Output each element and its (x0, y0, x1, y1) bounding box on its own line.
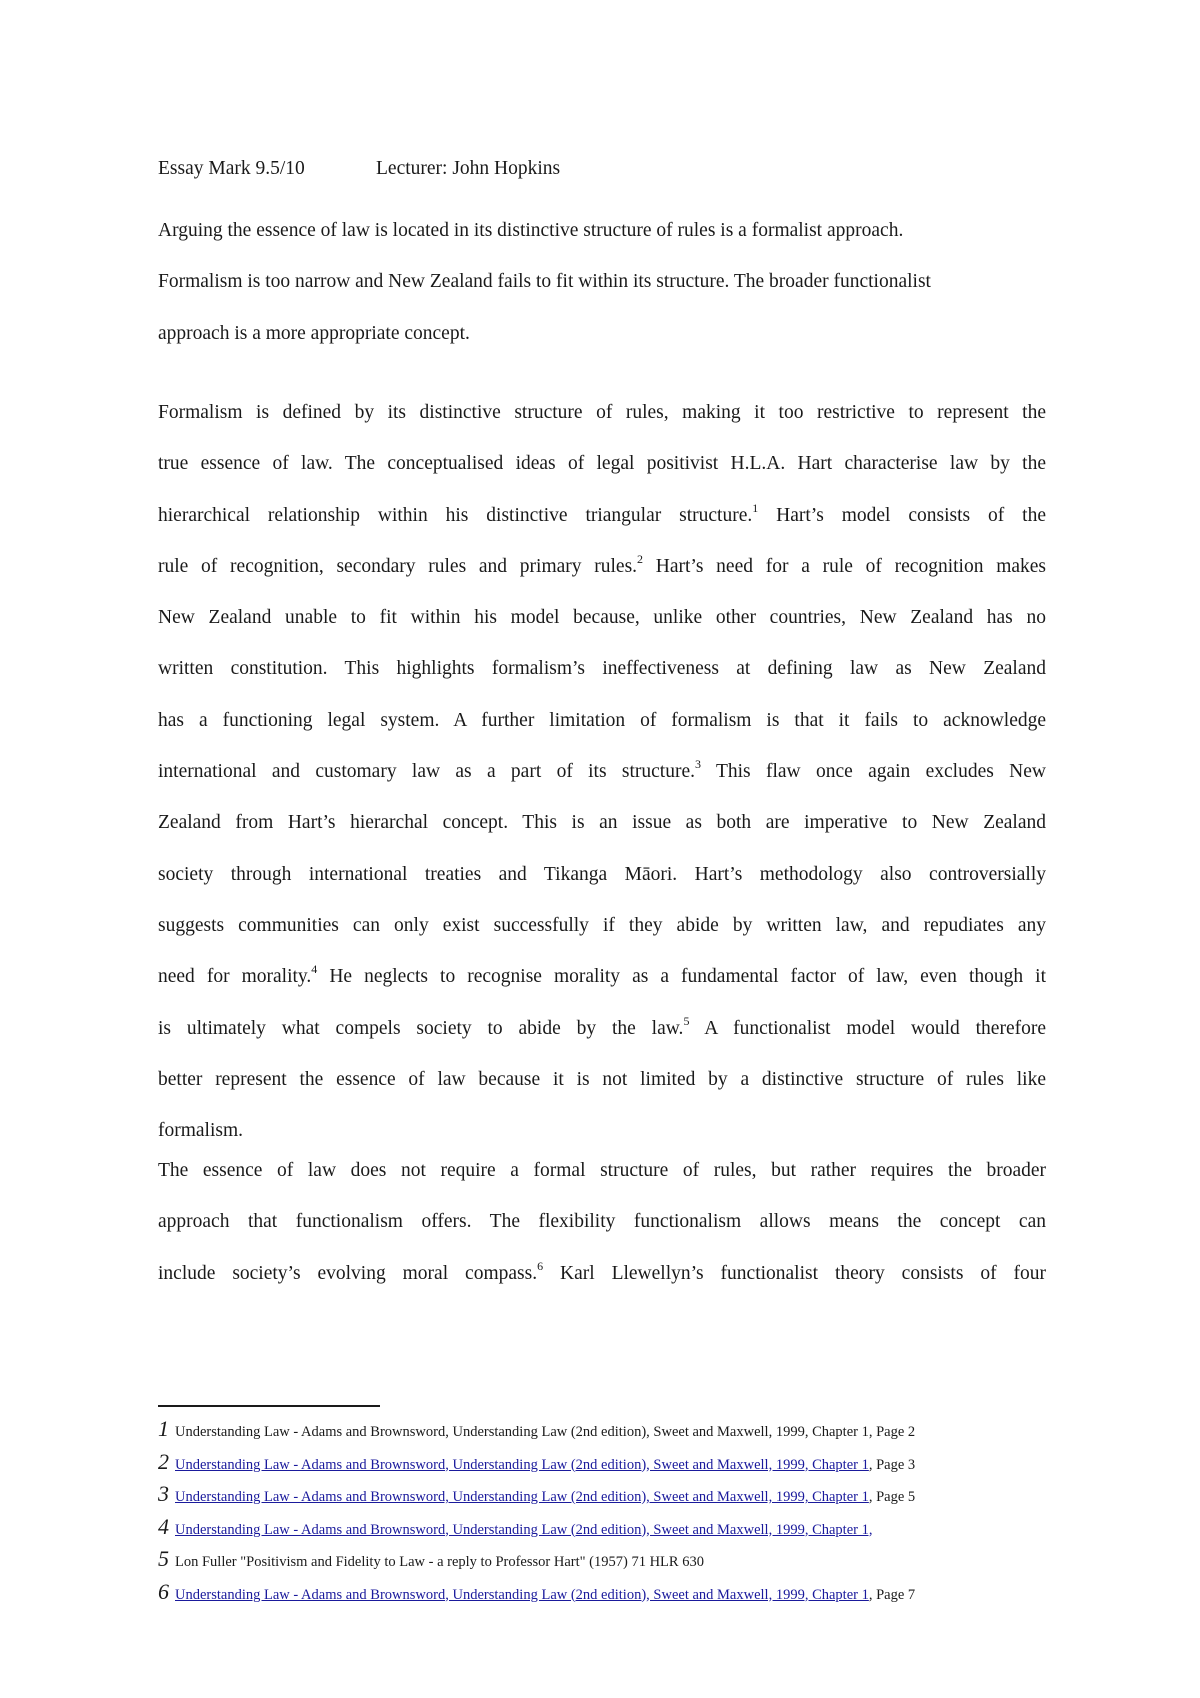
footnote-ref[interactable]: 4 (311, 962, 318, 977)
footnote-number: 3 (158, 1481, 169, 1506)
footnote-page: , Page 3 (868, 1456, 916, 1473)
line-text-continued: Hart’s need for a rule of recognition makes (643, 555, 1047, 577)
footnote-number: 1 (158, 1416, 169, 1441)
footnote-link[interactable]: Understanding Law - Adams and Brownsword, Understanding Law (2nd edition), Sweet and Maxwell, 1999, Chapter 1, (175, 1521, 873, 1538)
paragraph-line (158, 452, 1046, 503)
footnote-number: 4 (158, 1513, 169, 1539)
lecturer-name: Lecturer: John Hopkins (376, 158, 561, 179)
body-paragraph-2 (158, 1159, 1046, 1313)
footnote-ref[interactable]: 6 (537, 1258, 544, 1273)
footnote-item (158, 1448, 1058, 1484)
footnote-page: , Page 7 (868, 1586, 916, 1603)
line-text: better represent the essence of law because it is not limited by a distinctive structure of rules like (158, 1068, 1046, 1090)
paragraph-line (158, 962, 1046, 1016)
footnote-item (158, 1418, 1058, 1451)
footnote-page: , Page 5 (868, 1489, 916, 1505)
footnote-item (158, 1578, 1058, 1614)
line-text-continued: A functionalist model would therefore (689, 1017, 1047, 1039)
essay-mark: Essay Mark 9.5/10 (158, 158, 305, 179)
line-text-continued: Karl Llewellyn’s functionalist theory consists of four (543, 1262, 1047, 1284)
line-text: Formalism is defined by its distinctive structure of rules, making it too restrictive to represent the (158, 402, 1046, 423)
paragraph-line (158, 401, 1046, 452)
line-text: approach that functionalism offers. The flexibility functionalism allows means the concept can (158, 1211, 1046, 1233)
line-text-continued: This flaw once again excludes New (701, 761, 1046, 783)
line-text: need for morality. (158, 966, 312, 988)
paragraph-line (158, 1210, 1046, 1261)
line-text: written constitution. This highlights formalism’s ineffectiveness at defining law as New Zealand (158, 658, 1046, 680)
line-text: The essence of law does not require a formal structure of rules, but rather requires the broader (158, 1160, 1046, 1181)
footnote-text: Lon Fuller "Positivism and Fidelity to Law - a reply to Professor Hart" (1957) 71 HLR 630 (175, 1554, 704, 1570)
footnote-link[interactable]: Understanding Law - Adams and Brownsword, Understanding Law (2nd edition), Sweet and Maxwell, 1999, Chapter 1 (175, 1586, 869, 1603)
footnote-link[interactable]: Understanding Law - Adams and Brownsword, Understanding Law (2nd edition), Sweet and Maxwell, 1999, Chapter 1 (175, 1456, 869, 1473)
paragraph-line (158, 500, 1046, 555)
footnote-ref[interactable]: 1 (752, 500, 759, 515)
footnote-text: Understanding Law - Adams and Brownsword, Understanding Law (2nd edition), Sweet and Maxwell, 1999, Chapter 1, Page 2 (175, 1424, 916, 1440)
paragraph-line (158, 757, 1046, 811)
line-text: has a functioning legal system. A further limitation of formalism is that it fails to acknowledge (158, 709, 1046, 731)
line-text-continued: Hart’s model consists of the (758, 504, 1046, 526)
footnotes (158, 1418, 1058, 1613)
paragraph-line (158, 606, 1046, 657)
footnote-ref[interactable]: 3 (695, 757, 701, 772)
line-text-continued: He neglects to recognise morality as a fundamental factor of law, even though it (317, 966, 1046, 988)
essay-header (158, 158, 561, 180)
paragraph-line (158, 811, 1046, 862)
footnote-separator (158, 1405, 380, 1407)
paragraph-line (158, 1258, 1047, 1313)
footnote-number: 6 (158, 1578, 169, 1604)
line-text: include society’s evolving moral compass. (158, 1262, 538, 1284)
intro-line: Arguing the essence of law is located in its distinctive structure of rules is a formalist approach. (158, 220, 904, 241)
line-text: formalism. (158, 1120, 244, 1142)
intro-line: approach is a more appropriate concept. (158, 322, 470, 344)
line-text: suggests communities can only exist successfully if they abide by written law, and repudiates any (158, 914, 1046, 936)
line-text: New Zealand unable to fit within his model because, unlike other countries, New Zealand has no (158, 607, 1046, 629)
line-text: true essence of law. The conceptualised ideas of legal positivist H.L.A. Hart characterise law by the (158, 453, 1046, 475)
line-text: society through international treaties and Tikanga Māori. Hart’s methodology also controversially (158, 863, 1046, 885)
paragraph-line (158, 709, 1046, 760)
intro-line: Formalism is too narrow and New Zealand fails to fit within its structure. The broader functionalist (158, 271, 931, 293)
line-text: rule of recognition, secondary rules and primary rules. (158, 555, 638, 577)
footnote-number: 2 (158, 1448, 169, 1474)
footnote-link[interactable]: Understanding Law - Adams and Brownsword, Understanding Law (2nd edition), Sweet and Maxwell, 1999, Chapter 1 (175, 1489, 869, 1505)
line-text: international and customary law as a part of its structure. (158, 761, 695, 783)
paragraph-line (158, 551, 1047, 606)
footnote-ref[interactable]: 5 (683, 1013, 690, 1028)
body-paragraph-1 (158, 401, 1046, 1170)
line-text: is ultimately what compels society to abide by the law. (158, 1017, 684, 1039)
paragraph-line (158, 1159, 1046, 1210)
footnote-number: 5 (158, 1546, 169, 1571)
line-text: Zealand from Hart’s hierarchal concept. This is an issue as both are imperative to New Zealand (158, 812, 1046, 834)
line-text: hierarchical relationship within his distinctive triangular structure. (158, 504, 753, 526)
footnote-ref[interactable]: 2 (637, 551, 644, 566)
footnote-item (158, 1548, 1058, 1581)
intro-paragraph (158, 205, 1046, 359)
paragraph-line (158, 1013, 1047, 1068)
footnote-item (158, 1513, 1058, 1549)
paragraph-line (158, 657, 1046, 708)
footnote-item (158, 1483, 1058, 1516)
paragraph-line (158, 1068, 1046, 1119)
paragraph-line (158, 863, 1046, 914)
paragraph-line (158, 914, 1046, 965)
